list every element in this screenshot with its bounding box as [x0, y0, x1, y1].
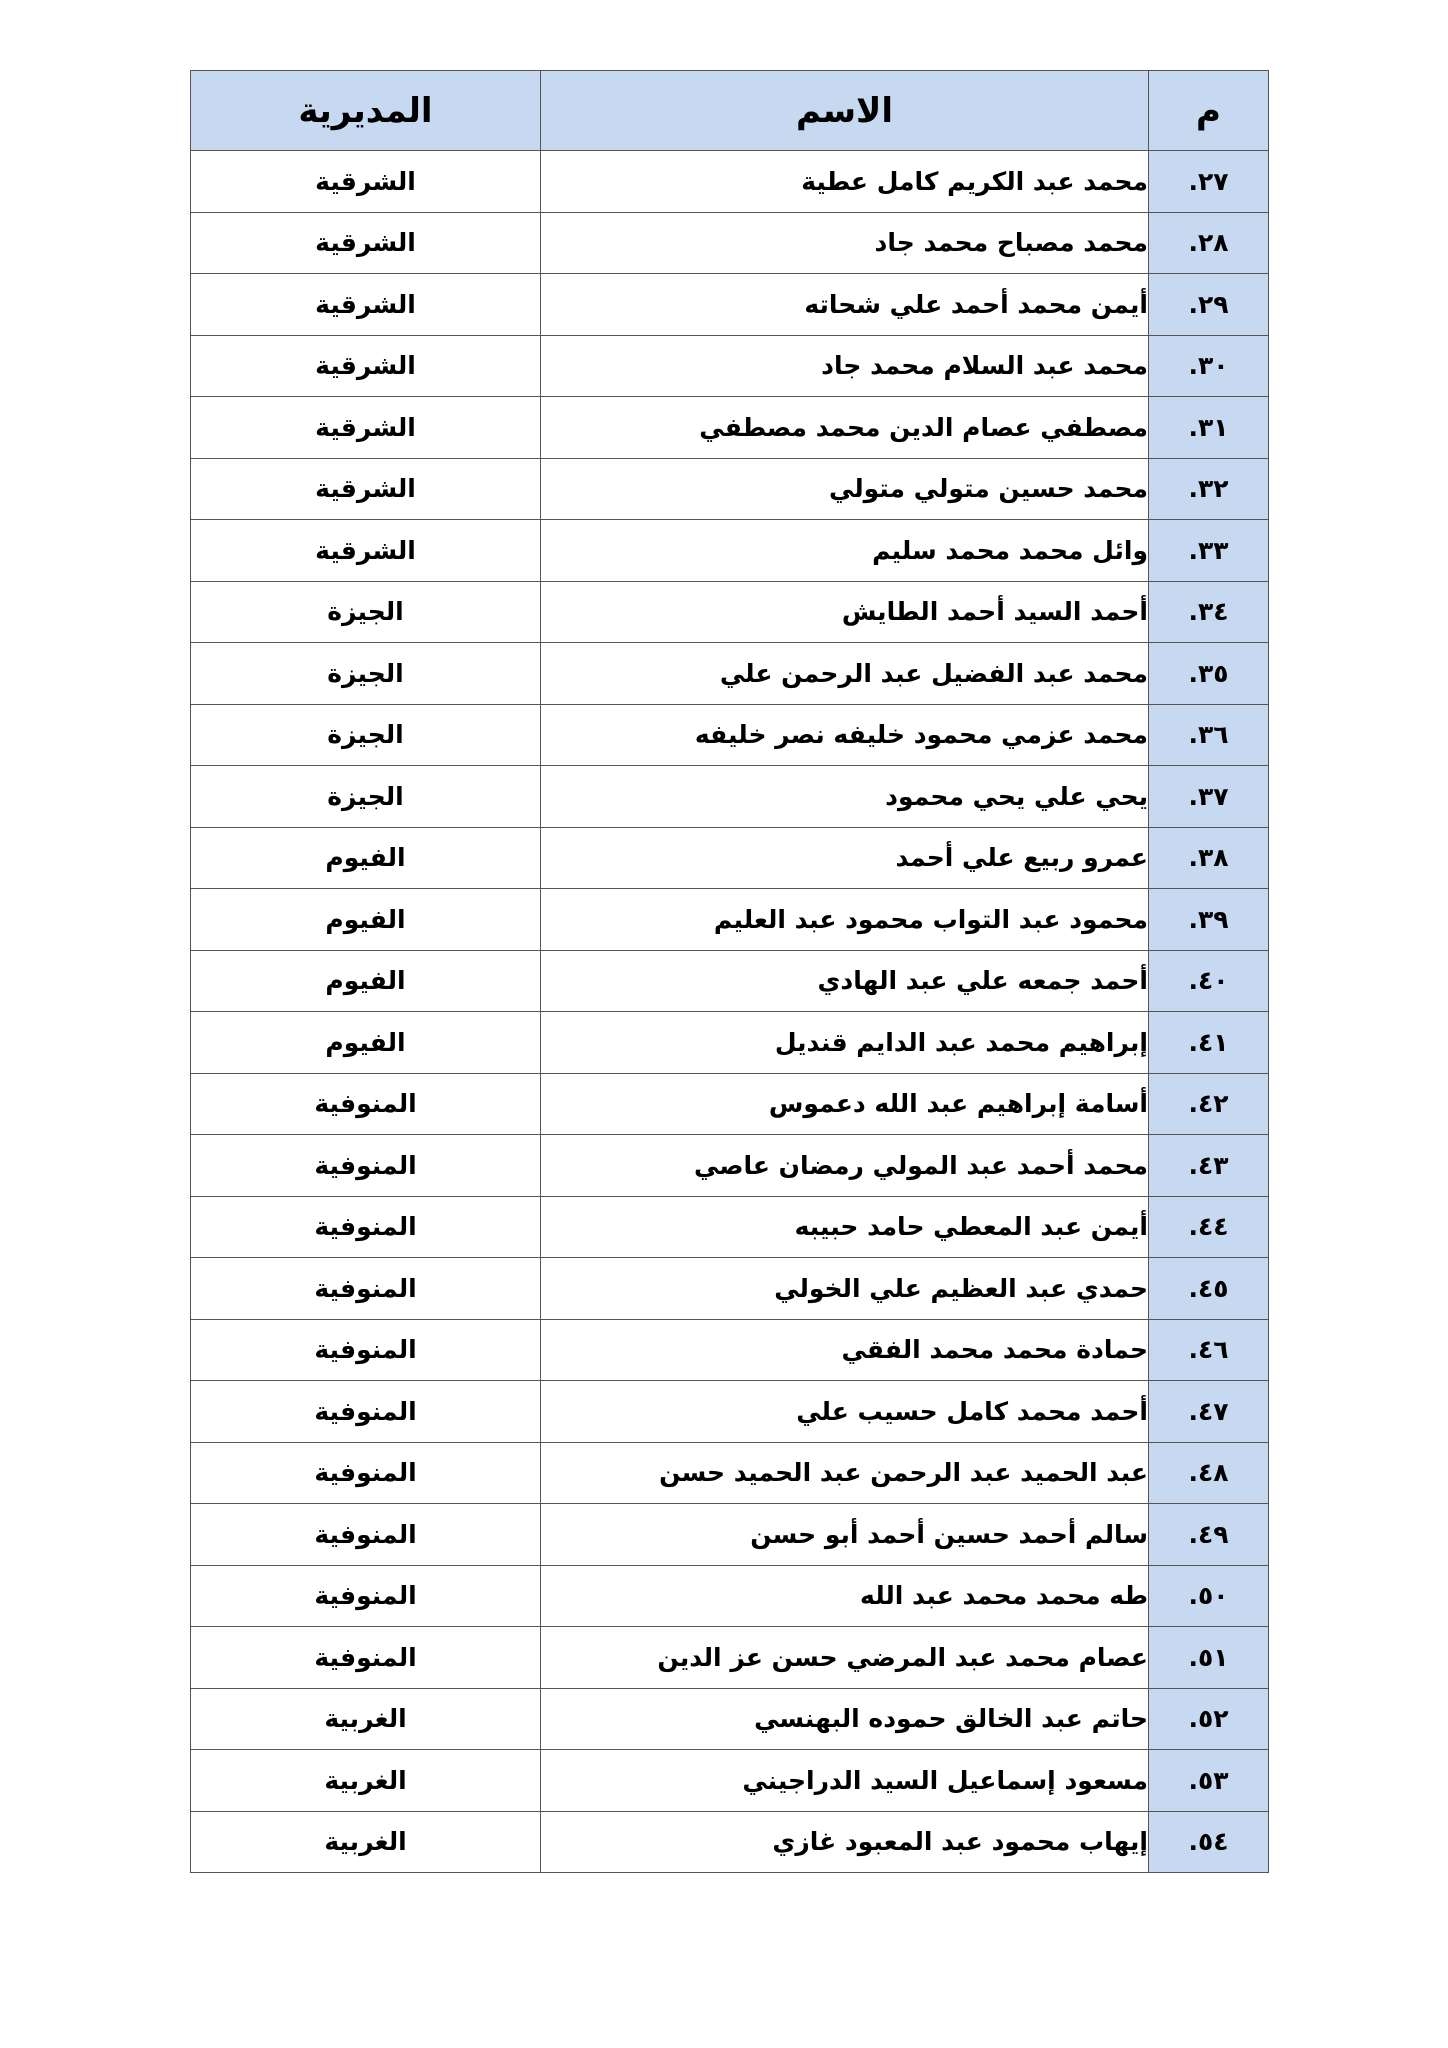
row-number: ٢٨. [1149, 212, 1269, 274]
table-row [191, 950, 1269, 1012]
row-name: محمد أحمد عبد المولي رمضان عاصي [541, 1135, 1149, 1197]
row-name: إيهاب محمود عبد المعبود غازي [541, 1811, 1149, 1873]
row-name: أحمد محمد كامل حسيب علي [541, 1381, 1149, 1443]
header-row [191, 71, 1269, 151]
table-row [191, 1565, 1269, 1627]
header-number: م [1149, 71, 1269, 151]
row-directorate: المنوفية [191, 1504, 541, 1566]
header-name: الاسم [541, 71, 1149, 151]
row-directorate: الغربية [191, 1811, 541, 1873]
row-number: ٥٣. [1149, 1750, 1269, 1812]
row-directorate: المنوفية [191, 1381, 541, 1443]
row-directorate: الفيوم [191, 950, 541, 1012]
table-row [191, 1135, 1269, 1197]
row-number: ٣٤. [1149, 581, 1269, 643]
table-row [191, 1381, 1269, 1443]
row-number: ٣٩. [1149, 889, 1269, 951]
row-number: ٤٨. [1149, 1442, 1269, 1504]
table-row [191, 397, 1269, 459]
table-row [191, 1688, 1269, 1750]
table-row [191, 1258, 1269, 1320]
row-name: طه محمد محمد عبد الله [541, 1565, 1149, 1627]
row-directorate: الجيزة [191, 581, 541, 643]
row-number: ٥٤. [1149, 1811, 1269, 1873]
table-header [191, 71, 1269, 151]
header-directorate: المديرية [191, 71, 541, 151]
table-row [191, 1319, 1269, 1381]
row-number: ٤٦. [1149, 1319, 1269, 1381]
row-name: عبد الحميد عبد الرحمن عبد الحميد حسن [541, 1442, 1149, 1504]
table-row [191, 1811, 1269, 1873]
table-row [191, 335, 1269, 397]
row-number: ٤١. [1149, 1012, 1269, 1074]
row-number: ٢٩. [1149, 274, 1269, 336]
row-number: ٣٠. [1149, 335, 1269, 397]
row-directorate: الغربية [191, 1688, 541, 1750]
table-body [191, 151, 1269, 1873]
table-row [191, 1196, 1269, 1258]
row-number: ٣٣. [1149, 520, 1269, 582]
row-number: ٥١. [1149, 1627, 1269, 1689]
row-name: إبراهيم محمد عبد الدايم قنديل [541, 1012, 1149, 1074]
row-directorate: الجيزة [191, 704, 541, 766]
row-number: ٤٢. [1149, 1073, 1269, 1135]
row-directorate: الجيزة [191, 766, 541, 828]
table-row [191, 458, 1269, 520]
row-directorate: المنوفية [191, 1073, 541, 1135]
table-row [191, 827, 1269, 889]
row-directorate: المنوفية [191, 1135, 541, 1197]
row-name: أحمد جمعه علي عبد الهادي [541, 950, 1149, 1012]
row-name: أيمن عبد المعطي حامد حبيبه [541, 1196, 1149, 1258]
row-directorate: الشرقية [191, 335, 541, 397]
row-directorate: المنوفية [191, 1319, 541, 1381]
row-directorate: الجيزة [191, 643, 541, 705]
row-directorate: الشرقية [191, 397, 541, 459]
table-row [191, 1750, 1269, 1812]
table-row [191, 1627, 1269, 1689]
row-name: محمد حسين متولي متولي [541, 458, 1149, 520]
table-row [191, 1504, 1269, 1566]
row-name: محمود عبد التواب محمود عبد العليم [541, 889, 1149, 951]
row-number: ٥٠. [1149, 1565, 1269, 1627]
table-row [191, 704, 1269, 766]
row-name: محمد عبد السلام محمد جاد [541, 335, 1149, 397]
row-directorate: الشرقية [191, 212, 541, 274]
row-directorate: المنوفية [191, 1196, 541, 1258]
row-directorate: الشرقية [191, 274, 541, 336]
row-number: ٣٧. [1149, 766, 1269, 828]
row-directorate: المنوفية [191, 1565, 541, 1627]
table-row [191, 889, 1269, 951]
roster-table [190, 70, 1269, 1873]
row-name: مصطفي عصام الدين محمد مصطفي [541, 397, 1149, 459]
row-directorate: المنوفية [191, 1442, 541, 1504]
row-number: ٣٦. [1149, 704, 1269, 766]
row-name: حمدي عبد العظيم علي الخولي [541, 1258, 1149, 1320]
row-name: سالم أحمد حسين أحمد أبو حسن [541, 1504, 1149, 1566]
row-number: ٣٢. [1149, 458, 1269, 520]
table-row [191, 581, 1269, 643]
row-directorate: الشرقية [191, 151, 541, 213]
table-row [191, 1012, 1269, 1074]
table-row [191, 766, 1269, 828]
table-row [191, 643, 1269, 705]
row-number: ٤٣. [1149, 1135, 1269, 1197]
row-name: عصام محمد عبد المرضي حسن عز الدين [541, 1627, 1149, 1689]
row-name: يحي علي يحي محمود [541, 766, 1149, 828]
row-number: ٤٤. [1149, 1196, 1269, 1258]
row-name: وائل محمد محمد سليم [541, 520, 1149, 582]
row-number: ٢٧. [1149, 151, 1269, 213]
row-directorate: الغربية [191, 1750, 541, 1812]
row-name: أيمن محمد أحمد علي شحاته [541, 274, 1149, 336]
row-name: حمادة محمد محمد الفقي [541, 1319, 1149, 1381]
table-row [191, 1442, 1269, 1504]
row-name: محمد عبد الكريم كامل عطية [541, 151, 1149, 213]
row-directorate: المنوفية [191, 1627, 541, 1689]
row-directorate: الفيوم [191, 1012, 541, 1074]
row-name: حاتم عبد الخالق حموده البهنسي [541, 1688, 1149, 1750]
row-directorate: الفيوم [191, 827, 541, 889]
table-row [191, 274, 1269, 336]
document-page [190, 70, 1268, 1873]
row-number: ٣٨. [1149, 827, 1269, 889]
row-name: مسعود إسماعيل السيد الدراجيني [541, 1750, 1149, 1812]
row-number: ٤٧. [1149, 1381, 1269, 1443]
row-name: عمرو ربيع علي أحمد [541, 827, 1149, 889]
row-number: ٣١. [1149, 397, 1269, 459]
row-number: ٤٠. [1149, 950, 1269, 1012]
row-number: ٤٥. [1149, 1258, 1269, 1320]
row-name: محمد عبد الفضيل عبد الرحمن علي [541, 643, 1149, 705]
row-number: ٣٥. [1149, 643, 1269, 705]
row-number: ٤٩. [1149, 1504, 1269, 1566]
row-name: محمد عزمي محمود خليفه نصر خليفه [541, 704, 1149, 766]
row-name: أحمد السيد أحمد الطايش [541, 581, 1149, 643]
row-directorate: الشرقية [191, 520, 541, 582]
table-row [191, 1073, 1269, 1135]
row-name: أسامة إبراهيم عبد الله دعموس [541, 1073, 1149, 1135]
row-directorate: المنوفية [191, 1258, 541, 1320]
table-row [191, 212, 1269, 274]
table-row [191, 520, 1269, 582]
row-name: محمد مصباح محمد جاد [541, 212, 1149, 274]
row-number: ٥٢. [1149, 1688, 1269, 1750]
table-row [191, 151, 1269, 213]
row-directorate: الشرقية [191, 458, 541, 520]
row-directorate: الفيوم [191, 889, 541, 951]
